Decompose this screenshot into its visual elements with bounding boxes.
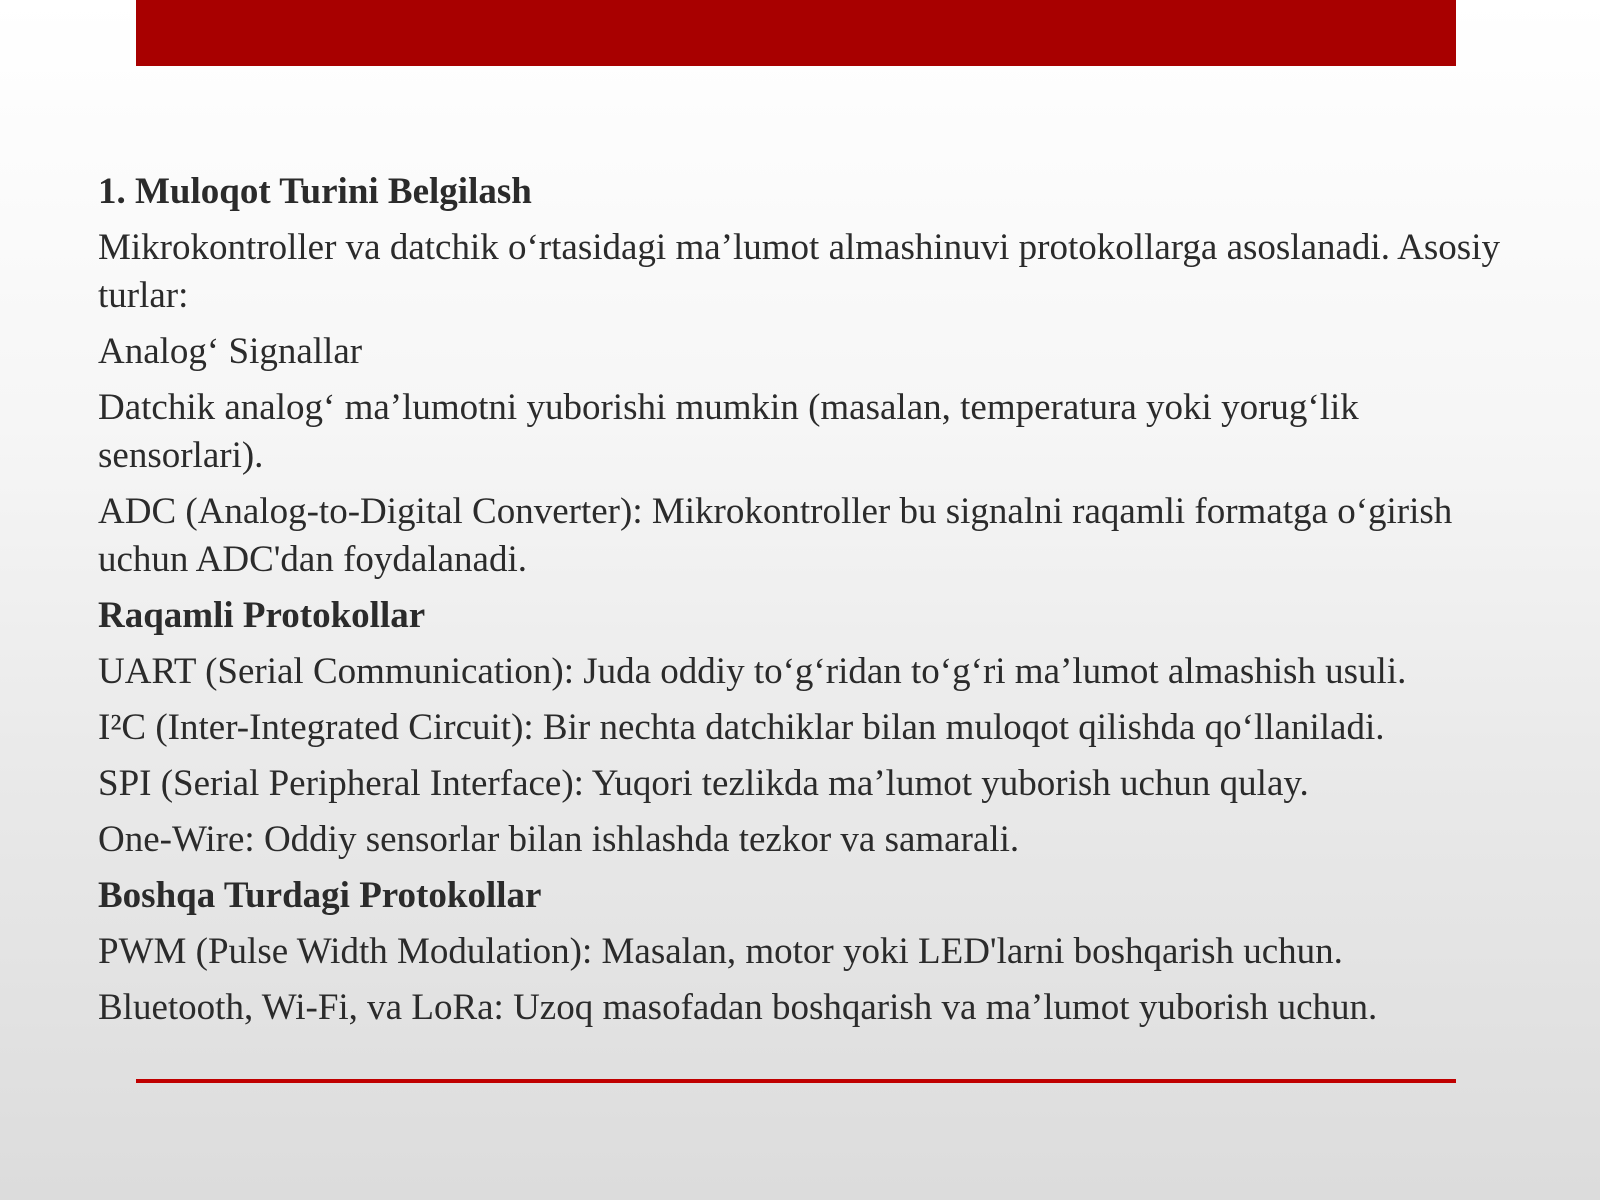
intro-paragraph: Mikrokontroller va datchik o‘rtasidagi ma’lumot almashinuvi protokollarga asoslanadi. Asosiy turlar: [98,227,1500,316]
section-heading: 1. Muloqot Turini Belgilash [98,171,532,212]
uart-item: UART (Serial Communication): Juda oddiy to‘g‘ridan to‘g‘ri ma’lumot almashish usuli. [98,651,1407,692]
wireless-item: Bluetooth, Wi-Fi, va LoRa: Uzoq masofadan boshqarish va ma’lumot yuborish uchun. [98,987,1378,1028]
adc-description: ADC (Analog-to-Digital Converter): Mikrokontroller bu signalni raqamli formatga o‘girish uchun ADC'dan foydalanadi. [98,491,1453,580]
analog-signals-description: Datchik analog‘ ma’lumotni yuborishi mumkin (masalan, temperatura yoki yorug‘lik sensorlari). [98,387,1359,476]
spi-item: SPI (Serial Peripheral Interface): Yuqori tezlikda ma’lumot yuborish uchun qulay. [98,763,1309,804]
slide-footer-divider [136,1079,1456,1083]
onewire-item: One-Wire: Oddiy sensorlar bilan ishlashda tezkor va samarali. [98,819,1020,860]
slide-content [98,168,1518,1040]
i2c-item: I²C (Inter-Integrated Circuit): Bir nechta datchiklar bilan muloqot qilishda qo‘llaniladi. [98,707,1385,748]
digital-protocols-title: Raqamli Protokollar [98,595,426,636]
other-protocols-title: Boshqa Turdagi Protokollar [98,875,542,916]
pwm-item: PWM (Pulse Width Modulation): Masalan, motor yoki LED'larni boshqarish uchun. [98,931,1343,972]
analog-signals-title: Analog‘ Signallar [98,331,363,372]
slide-header-bar [136,0,1456,66]
